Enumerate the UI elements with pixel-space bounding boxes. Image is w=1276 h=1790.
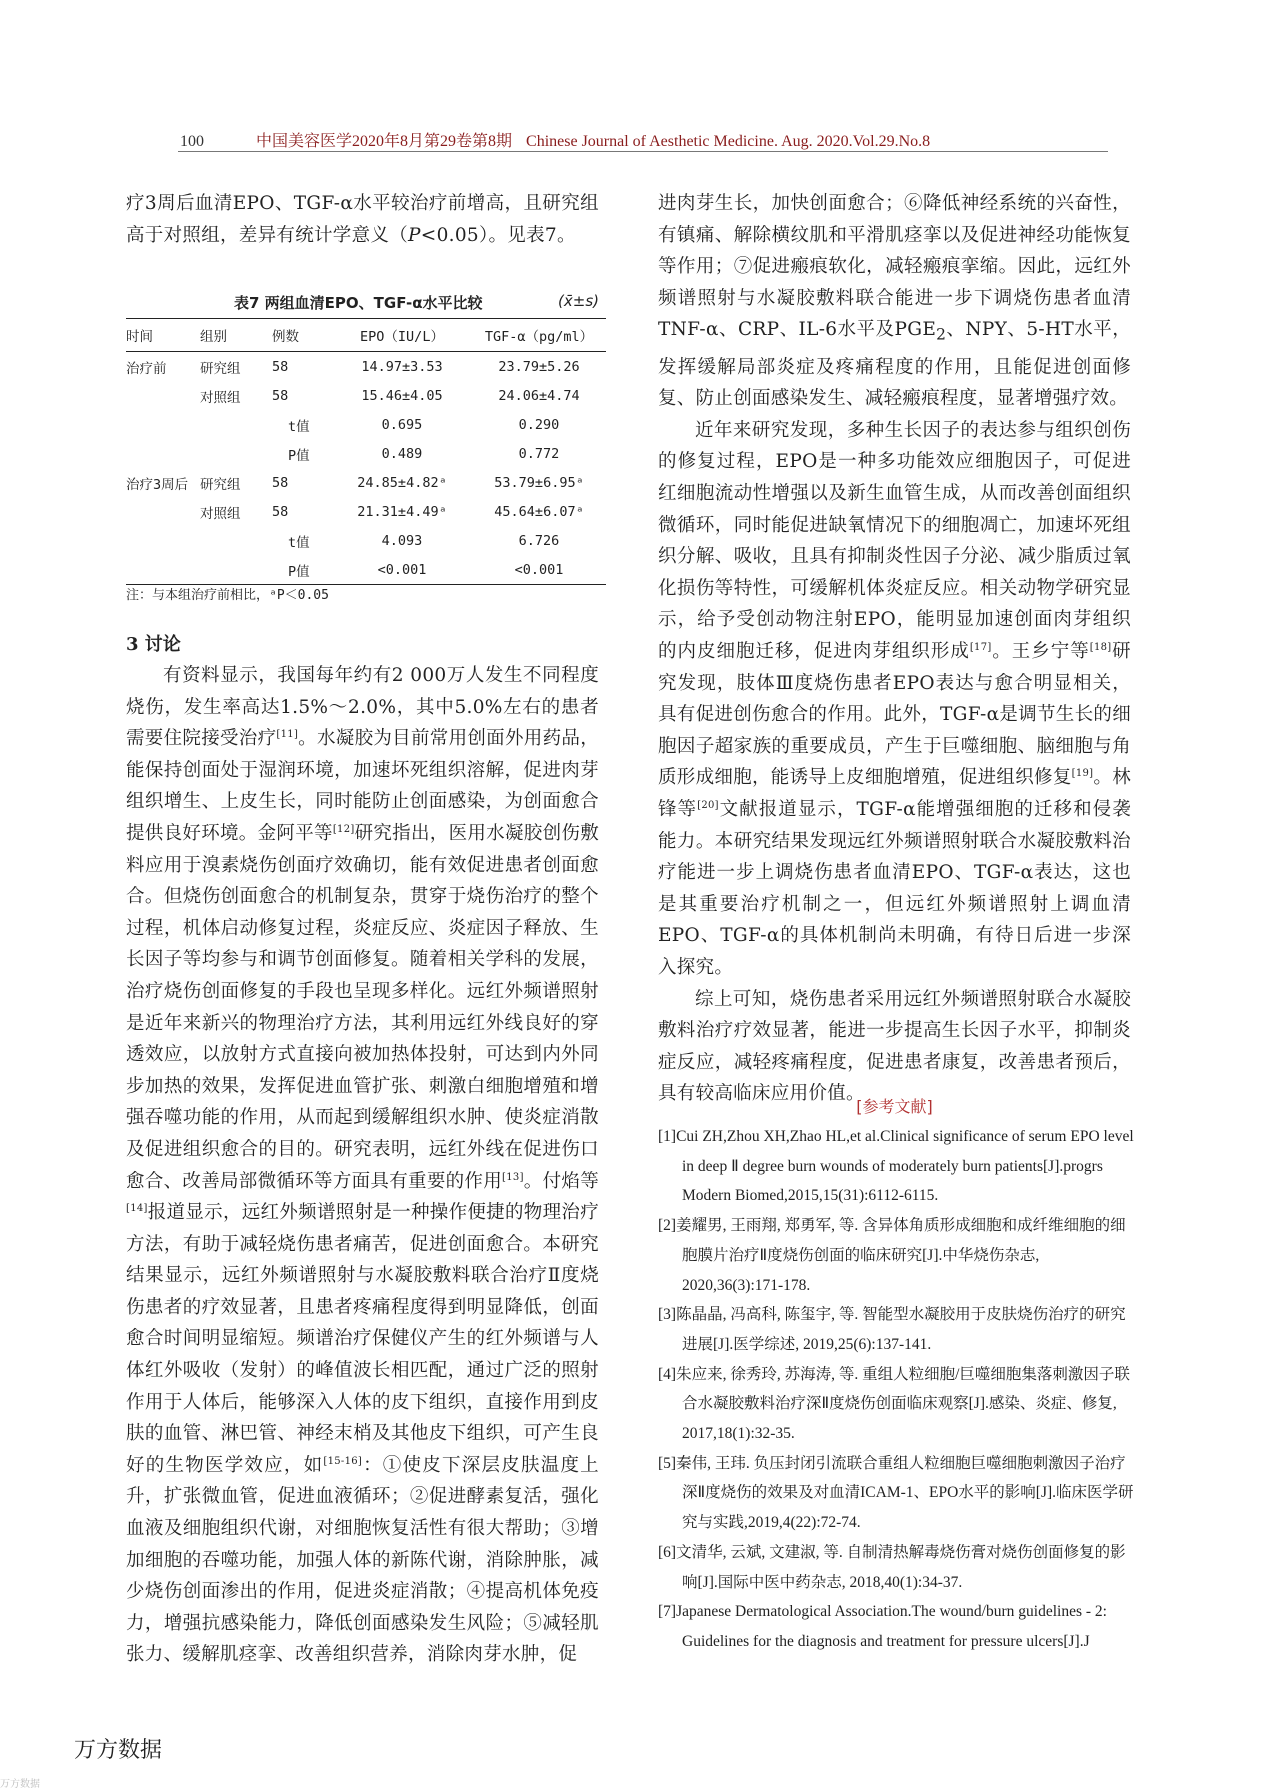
cell-n: 58 <box>272 474 289 491</box>
reference-item: [5]秦伟, 王玮. 负压封闭引流联合重组人粒细胞巨噬细胞刺激因子治疗深Ⅱ度烧伤的效果及对血清ICAM-1、EPO水平的影响[J].临床医学研究与实践,2019,4(22):72-74. <box>658 1454 1134 1532</box>
table7-note: 注：与本组治疗前相比，ᵃP＜0.05 <box>126 588 329 603</box>
cell-time <box>126 410 200 439</box>
col-header-time: 时间 <box>126 319 200 352</box>
table-row <box>126 468 606 497</box>
references-title: [参考文献] <box>856 1097 933 1116</box>
cell-n: 58 <box>272 503 289 520</box>
cell-epo: <0.001 <box>332 555 472 585</box>
cell-group: 对照组 <box>200 505 241 522</box>
table-row <box>126 526 606 555</box>
results-paragraph: 疗3周后血清EPO、TGF-α水平较治疗前增高，且研究组高于对照组，差异有统计学意义（P<0.05）。见表7。 <box>126 193 599 246</box>
discussion-paragraph-1: 有资料显示，我国每年约有2 000万人发生不同程度烧伤，发生率高达1.5%～2.0%，其中5.0%左右的患者需要住院接受治疗[11]。水凝胶为目前常用创面外用药品，能保持创面处于湿润环境，加速坏死组织溶解，促进肉芽组织增生、上皮生长，同时能防止创面感染，为创面愈合提供良好环境。金阿平等[12]研究指出，医用水凝胶创伤敷料应用于溴素烧伤创面疗效确切，能有效促进患者创面愈合。但烧伤创面愈合的机制复杂，贯穿于烧伤治疗的整个过程，机体启动修复过程，炎症反应、炎症因子释放、生长因子等均参与和调节创面修复。随着相关学科的发展，治疗烧伤创面修复的手段也呈现多样化。远红外频谱照射是近年来新兴的物理治疗方法，其利用远红外线良好的穿透效应，以放射方式直接向被加热体投射，可达到内外同步加热的效果，发挥促进血管扩张、刺激白细胞增殖和增强吞噬功能的作用，从而起到缓解组织水肿、使炎症消散及促进组织愈合的目的。研究表明，远红外线在促进伤口愈合、改善局部微循环等方面具有重要的作用[13]。付焰等[14]报道显示，远红外频谱照射是一种操作便捷的物理治疗方法，有助于减轻烧伤患者痛苦，促进创面愈合。本研究结果显示，远红外频谱照射与水凝胶敷料联合治疗Ⅱ度烧伤患者的疗效显著，且患者疼痛程度得到明显降低，创面愈合时间明显缩短。频谱治疗保健仪产生的红外频谱与人体红外吸收（发射）的峰值波长相匹配，通过广泛的照射作用于人体后，能够深入人体的皮下组织，直接作用到皮肤的血管、淋巴管、神经末梢及其他皮下组织，可产生良好的生物医学效应，如[15-16]：①使皮下深层皮肤温度上升，扩张微血管，促进血液循环；②促进酵素复活，强化血液及细胞组织代谢，对细胞恢复活性有很大帮助；③增加细胞的吞噬功能，加强人体的新陈代谢，消除肿胀，减少烧伤创面渗出的作用，促进炎症消散；④提高机体免疫力，增强抗感染能力，降低创面感染发生风险；⑤减轻肌张力、缓解肌痉挛、改善组织营养，消除肉芽水肿，促 <box>126 665 599 1666</box>
table7-header-row <box>126 319 606 352</box>
table-row <box>126 439 606 468</box>
cell-tgf: 23.79±5.26 <box>498 358 580 375</box>
cell-epo: 4.093 <box>381 532 423 549</box>
reference-item: [6]文清华, 云斌, 文建淑, 等. 自制清热解毒烧伤膏对烧伤创面修复的影响[J].国际中医中药杂志, 2018,40(1):34-37. <box>658 1543 1126 1591</box>
table-row <box>126 352 606 382</box>
cell-time: 治疗前 <box>126 360 167 377</box>
cell-epo: 0.489 <box>381 445 423 462</box>
table7 <box>126 318 606 585</box>
cell-stat-label: t值 <box>288 534 310 551</box>
cell-tgf: 45.64±6.07ᵃ <box>494 503 584 520</box>
col-header-n: 例数 <box>272 319 332 352</box>
cell-tgf: 53.79±6.95ᵃ <box>494 474 584 491</box>
table7-title: 表7 两组血清EPO、TGF-α水平比较 <box>234 294 483 312</box>
cell-time <box>126 526 200 555</box>
right-column <box>658 188 1131 1110</box>
cell-epo: 15.46±4.05 <box>361 387 443 404</box>
reference-item: [2]姜耀男, 王雨翔, 郑勇军, 等. 含异体角质形成细胞和成纤维细胞的细胞膜片治疗Ⅱ度烧伤创面的临床研究[J].中华烧伤杂志, 2020,36(3):171-178. <box>658 1217 1126 1294</box>
discussion-paragraph-continued: 进肉芽生长，加快创面愈合；⑥降低神经系统的兴奋性，有镇痛、解除横纹肌和平滑肌痉挛以及促进神经功能恢复等作用；⑦促进瘢痕软化，减轻瘢痕挛缩。因此，远红外频谱照射与水凝胶敷料联合能进一步下调烧伤患者血清TNF-α、CRP、IL-6水平及$PGE_2$、NPY、5-HT水平，发挥缓解局部炎症及疼痛程度的作用，且能促进创面修复、防止创面感染发生、减轻瘢痕程度，显著增强疗效。 <box>658 193 1131 410</box>
cell-tgf: <0.001 <box>472 555 606 585</box>
cell-tgf: 0.772 <box>518 445 560 462</box>
cell-time: 治疗3周后 <box>126 476 189 493</box>
cell-epo: 0.695 <box>381 416 423 433</box>
conclusion-paragraph: 综上可知，烧伤患者采用远红外频谱照射联合水凝胶敷料治疗疗效显著，能进一步提高生长因子水平，抑制炎症反应，减轻疼痛程度，促进患者康复，改善患者预后，具有较高临床应用价值。 <box>658 988 1131 1105</box>
watermark-text: 万方数据 <box>74 1738 163 1763</box>
table-row <box>126 497 606 526</box>
cell-n: 58 <box>272 387 289 404</box>
cell-time <box>126 381 200 410</box>
cell-tgf: 24.06±4.74 <box>498 387 580 404</box>
cell-stat-label: P值 <box>200 555 332 585</box>
cell-group: 研究组 <box>200 360 241 377</box>
cell-time <box>126 497 200 526</box>
watermark-small: 万方数据 <box>0 1779 40 1790</box>
journal-title-cn: 中国美容医学2020年8月第29卷第8期 <box>256 133 513 150</box>
table-row <box>126 410 606 439</box>
cell-stat-label: P值 <box>288 447 310 464</box>
col-header-tgf: TGF-α（pg/ml） <box>472 319 606 352</box>
references-list <box>658 1122 1140 1657</box>
running-header <box>180 128 930 151</box>
reference-item: [4]朱应来, 徐秀玲, 苏海涛, 等. 重组人粒细胞/巨噬细胞集落刺激因子联合水凝胶敷料治疗深Ⅱ度烧伤创面临床观察[J].感染、炎症、修复, 2017,18(1):32-35. <box>658 1365 1130 1443</box>
cell-tgf: 6.726 <box>518 532 560 549</box>
cell-time <box>126 555 200 585</box>
reference-item: [7]Japanese Dermatological Association.The wound/burn guidelines - 2: Guidelines for the diagnosis and treatment for pressure ulcers[J].J <box>658 1603 1107 1650</box>
journal-title-en: Chinese Journal of Aesthetic Medicine. Aug. 2020.Vol.29.No.8 <box>526 133 931 150</box>
section-title-discussion: 3 讨论 <box>126 634 181 655</box>
cell-epo: 21.31±4.49ᵃ <box>357 503 447 520</box>
table7-stat-symbol: (x̄±s) <box>558 292 599 310</box>
cell-group: 对照组 <box>200 389 241 406</box>
reference-item: [1]Cui ZH,Zhou XH,Zhao HL,et al.Clinical significance of serum EPO level in deep Ⅱ degree burn wounds of moderately burn patients[J].progrs Modern Biomed,2015,15(31):6112-6115. <box>658 1128 1134 1205</box>
left-column <box>126 188 599 251</box>
header-rule <box>178 151 1108 152</box>
page-number: 100 <box>180 133 204 150</box>
col-header-epo: EPO（IU/L） <box>332 319 472 352</box>
discussion-paragraph-2: 近年来研究发现，多种生长因子的表达参与组织创伤的修复过程，EPO是一种多功能效应细胞因子，可促进红细胞流动性增强以及新生血管生成，从而改善创面组织微循环，同时能促进缺氧情况下的细胞凋亡，加速坏死组织分解、吸收，且具有抑制炎性因子分泌、减少脂质过氧化损伤等特性，可缓解机体炎症反应。相关动物学研究显示，给予受创动物注射EPO，能明显加速创面肉芽组织的内皮细胞迁移，促进肉芽组织形成[17]。王乡宁等[18]研究发现，肢体Ⅲ度烧伤患者EPO表达与愈合明显相关，具有促进创伤愈合的作用。此外，TGF-α是调节生长的细胞因子超家族的重要成员，产生于巨噬细胞、脑细胞与角质形成细胞，能诱导上皮细胞增殖，促进组织修复[19]。林锋等[20]文献报道显示，TGF-α能增强细胞的迁移和侵袭能力。本研究结果发现远红外频谱照射联合水凝胶敷料治疗能进一步上调烧伤患者血清EPO、TGF-α表达，这也是其重要治疗机制之一，但远红外频谱照射上调血清EPO、TGF-α的具体机制尚未明确，有待日后进一步深入探究。 <box>658 419 1131 978</box>
col-header-group: 组别 <box>200 319 272 352</box>
cell-tgf: 0.290 <box>518 416 560 433</box>
table7-body <box>126 352 606 585</box>
left-column-discussion <box>126 660 599 1671</box>
cell-group: 研究组 <box>200 476 241 493</box>
cell-time <box>126 439 200 468</box>
cell-epo: 14.97±3.53 <box>361 358 443 375</box>
cell-epo: 24.85±4.82ᵃ <box>357 474 447 491</box>
table-row <box>126 555 606 585</box>
reference-item: [3]陈晶晶, 冯高科, 陈玺宇, 等. 智能型水凝胶用于皮肤烧伤治疗的研究进展[J].医学综述, 2019,25(6):137-141. <box>658 1306 1126 1353</box>
cell-n: 58 <box>272 358 289 375</box>
table-row <box>126 381 606 410</box>
cell-stat-label: t值 <box>288 418 310 435</box>
